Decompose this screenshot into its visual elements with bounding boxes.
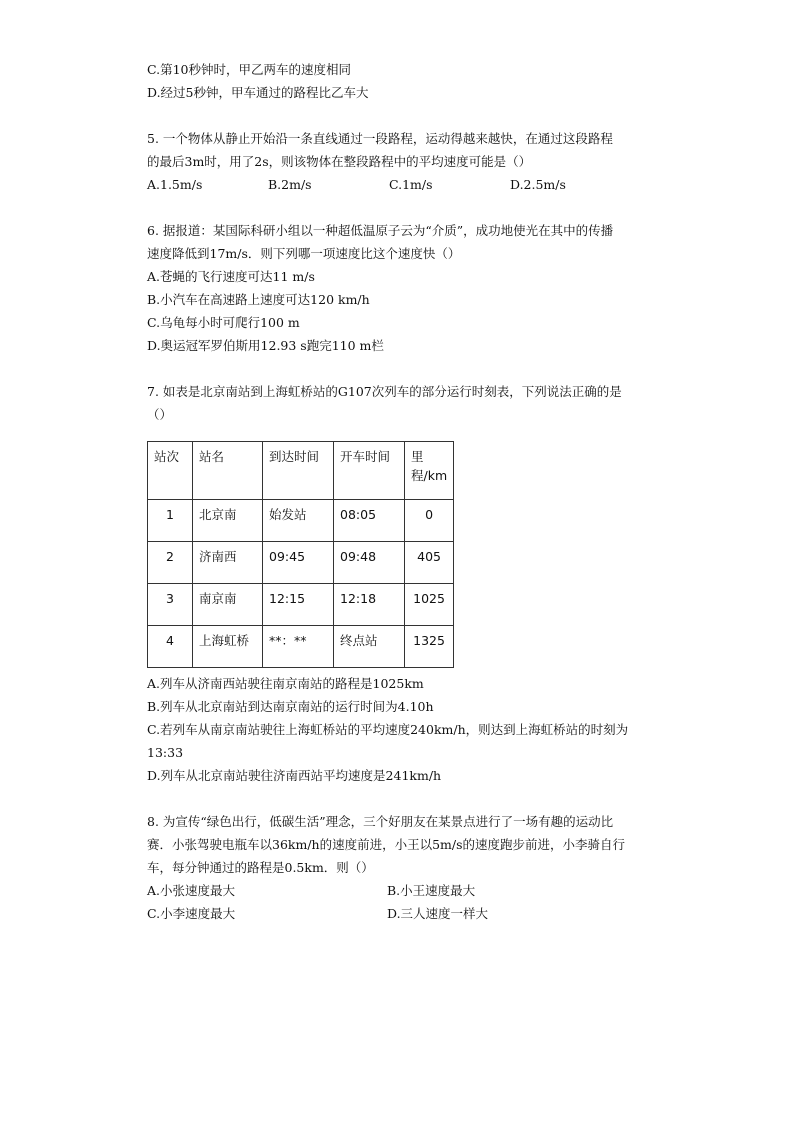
table-cell: 12:18 (334, 584, 405, 626)
q5-options (147, 173, 687, 196)
table-row (148, 542, 454, 584)
table-cell: 终点站 (334, 626, 405, 668)
table-cell: 1025 (405, 584, 454, 626)
table-cell: **：** (263, 626, 334, 668)
q7-option-d: D.列车从北京南站驶往济南西站平均速度是241km/h (147, 768, 442, 783)
q7-stem-line2: （） (147, 407, 173, 422)
q6-option-d: D.奥运冠军罗伯斯用12.93 s跑完110 m栏 (147, 338, 384, 353)
table-cell: 北京南 (193, 500, 263, 542)
q5-option-d: D.2.5m/s (510, 177, 566, 192)
header-cell: 站名 (193, 442, 263, 500)
question-5 (147, 127, 687, 196)
table-row (148, 584, 454, 626)
table-cell: 1325 (405, 626, 454, 668)
table-row (148, 500, 454, 542)
table-cell: 3 (148, 584, 193, 626)
header-cell: 站次 (148, 442, 193, 500)
table-cell: 2 (148, 542, 193, 584)
table-cell: 济南西 (193, 542, 263, 584)
q6-option-a: A.苍蝇的飞行速度可达11 m/s (147, 269, 315, 284)
q4-option-c: C.第10秒钟时，甲乙两车的速度相同 (147, 62, 351, 77)
q5-stem-line1: 5. 一个物体从静止开始沿一条直线通过一段路程，运动得越来越快，在通过这段路程 (147, 131, 613, 146)
q8-option-b: B.小王速度最大 (387, 883, 476, 898)
q5-option-a: A.1.5m/s (147, 177, 203, 192)
q8-stem-line3: 车，每分钟通过的路程是0.5km．则（） (147, 860, 374, 875)
table-cell: 4 (148, 626, 193, 668)
q8-options-row2 (147, 902, 687, 925)
q7-option-b: B.列车从北京南站到达南京南站的运行时间为4.10h (147, 699, 434, 714)
document-page (147, 58, 687, 925)
q7-option-c-line1: C.若列车从南京南站驶往上海虹桥站的平均速度240km/h，则达到上海虹桥站的时刻为 (147, 722, 629, 737)
table-cell: 12:15 (263, 584, 334, 626)
q5-stem-line2: 的最后3m时，用了2s，则该物体在整段路程中的平均速度可能是（） (147, 154, 532, 169)
table-cell: 09:45 (263, 542, 334, 584)
q8-stem-line1: 8. 为宣传“绿色出行，低碳生活”理念，三个好朋友在某景点进行了一场有趣的运动比 (147, 814, 614, 829)
header-cell: 里程/km (405, 442, 454, 500)
q6-stem-line1: 6. 据报道：某国际科研小组以一种超低温原子云为“介质”，成功地使光在其中的传播 (147, 223, 614, 238)
q6-option-c: C.乌龟每小时可爬行100 m (147, 315, 300, 330)
q7-option-c-line2: 13:33 (147, 745, 184, 760)
q8-option-d: D.三人速度一样大 (387, 906, 489, 921)
q5-option-c: C.1m/s (389, 177, 433, 192)
q8-option-a: A.小张速度最大 (147, 883, 236, 898)
question-6 (147, 219, 687, 357)
table-cell: 1 (148, 500, 193, 542)
q8-options-row1 (147, 879, 687, 902)
q4-option-d: D.经过5秒钟，甲车通过的路程比乙车大 (147, 85, 369, 100)
header-cell: 到达时间 (263, 442, 334, 500)
q7-option-a: A.列车从济南西站驶往南京南站的路程是1025km (147, 676, 424, 691)
q8-option-c: C.小李速度最大 (147, 906, 236, 921)
question-7 (147, 380, 687, 787)
table-cell: 南京南 (193, 584, 263, 626)
question-8 (147, 810, 687, 925)
q5-option-b: B.2m/s (268, 177, 312, 192)
train-schedule-table (147, 441, 454, 668)
table-header-row (148, 442, 454, 500)
q8-stem-line2: 赛．小张驾驶电瓶车以36km/h的速度前进，小王以5m/s的速度跑步前进，小李骑自行 (147, 837, 626, 852)
q7-stem-line1: 7. 如表是北京南站到上海虹桥站的G107次列车的部分运行时刻表，下列说法正确的是 (147, 384, 622, 399)
table-row (148, 626, 454, 668)
q6-option-b: B.小汽车在高速路上速度可达120 km/h (147, 292, 370, 307)
table-cell: 08:05 (334, 500, 405, 542)
table-cell: 始发站 (263, 500, 334, 542)
table-cell: 0 (405, 500, 454, 542)
table-cell: 09:48 (334, 542, 405, 584)
q6-stem-line2: 速度降低到17m/s．则下列哪一项速度比这个速度快（） (147, 246, 461, 261)
header-cell: 开车时间 (334, 442, 405, 500)
table-cell: 上海虹桥 (193, 626, 263, 668)
table-cell: 405 (405, 542, 454, 584)
